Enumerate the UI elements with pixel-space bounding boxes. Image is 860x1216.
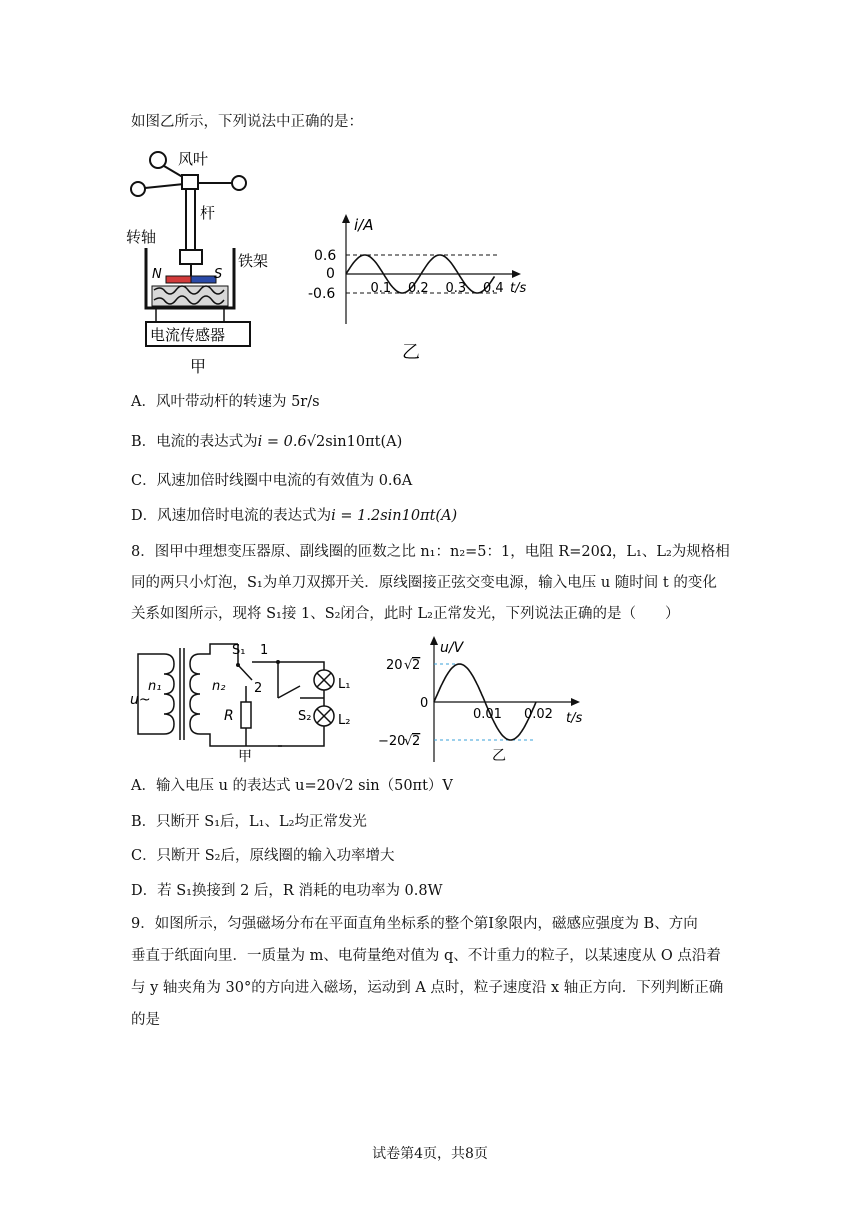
label-zhuanzhou: 转轴 [126,228,157,246]
y-axis-label: i/A [354,216,374,234]
caption-jia: 甲 [190,357,207,376]
xtick-2: 0.2 [408,281,429,296]
q7-option-d-expr: i = 1.2sin10πt(A) [331,508,458,524]
xtick-8-2: 0.02 [524,707,553,722]
figure-7-jia [126,146,286,380]
caption-yi: 乙 [402,342,420,362]
q8-option-c: C．只断开 S₂后，原线圈的输入功率增大 [131,848,395,864]
ytick-neg-8-a: −20 [378,734,406,749]
q7-option-b-text: B．电流的表达式为 [131,434,258,450]
ytick-neg: -0.6 [308,286,336,302]
label-u: u~ [130,692,151,708]
q8-option-a-post: sin（50πt）V [358,778,453,794]
label-fengye: 风叶 [178,150,209,168]
ytick-pos: 0.6 [314,248,337,264]
xtick-3: 0.3 [445,281,467,296]
xtick-4: 0.4 [483,281,504,296]
x-axis-label: t/s [510,281,527,296]
label-l1: L₁ [338,677,351,692]
ytick-pos-8-rad: √ [404,658,413,673]
label-1: 1 [260,643,269,658]
q9-line-3: 与 y 轴夹角为 30°的方向进入磁场，运动到 A 点时，粒子速度沿 x 轴正方向．下列判断正确 [131,980,724,996]
q7-option-b-sqrt: 2 [315,434,326,450]
q8-option-a-text: A．输入电压 u 的表达式 u=20 [131,778,336,794]
vane-cup-right [232,176,246,190]
label-s1: S₁ [232,643,246,658]
caption-jia-8: 甲 [238,749,252,764]
magnet-south [191,276,216,283]
label-r: R [224,708,234,724]
label-s2: S₂ [298,709,312,724]
q8-line-3: 关系如图所示，现将 S₁接 1、S₂闭合，此时 L₂正常发光，下列说法正确的是（ ） [131,606,680,622]
ytick-zero: 0 [326,266,335,282]
q7-option-b: B．电流的表达式为i = 0.6√2sin10πt(A) [131,434,403,450]
ytick-pos-8-a: 20 [386,658,403,673]
q9-line-2: 垂直于纸面向里．一质量为 m、电荷量绝对值为 q、不计重力的粒子，以某速度从 O 点沿着 [131,948,721,964]
q8-option-a: A．输入电压 u 的表达式 u=20√2 sin（50πt）V [131,778,453,794]
q8-line-1: 8．图甲中理想变压器原、副线圈的匝数之比 n₁：n₂=5：1，电阻 R=20Ω，L₁、L₂为规格相 [131,544,730,560]
label-tiejia: 铁架 [238,252,269,270]
caption-yi-8: 乙 [492,748,506,764]
q7-option-b-expr-a: i = 0.6 [257,434,307,450]
q9-line-4: 的是 [131,1012,160,1028]
ytick-neg-8-sqrt: 2 [412,734,421,749]
q7-option-a: A．风叶带动杆的转速为 5r/s [131,394,320,410]
y-axis-label-8: u/V [440,640,464,656]
xtick-1: 0.1 [370,281,392,296]
label-n2: n₂ [212,679,226,694]
figure-8-yi [376,634,596,768]
label-n1: n₁ [148,679,162,694]
vane-cup-left-top [150,152,166,168]
label-sensor: 电流传感器 [150,326,226,344]
label-gan: 杆 [200,204,216,222]
switch-s2 [278,686,300,698]
rod [186,189,195,252]
secondary-coil [190,654,200,734]
hub [182,175,198,189]
axle [180,250,202,264]
magnet-north [166,276,191,283]
resistor-r [241,702,251,728]
figure-7-yi [306,212,536,362]
page-footer: 试卷第4页，共8页 [372,1146,488,1162]
x-axis-label-8: t/s [566,711,583,726]
q7-option-c: C．风速加倍时线圈中电流的有效值为 0.6A [131,473,413,489]
q8-option-a-sqrt: 2 [344,778,354,794]
q8-option-d: D．若 S₁换接到 2 后，R 消耗的电功率为 0.8W [131,883,443,899]
ytick-pos-8-sqrt: 2 [412,658,421,673]
q7-option-d-text: D．风速加倍时电流的表达式为 [131,508,332,524]
primary-coil [164,654,174,734]
intro-line: 如图乙所示，下列说法中正确的是： [131,114,363,130]
ytick-zero-8: 0 [420,696,429,711]
label-2: 2 [254,681,263,696]
label-south: S [214,267,223,282]
q7-option-b-expr-b: sin10πt(A) [325,434,403,450]
figure-8-jia [128,640,378,764]
switch-s1 [238,665,252,680]
q9-line-1: 9．如图所示，匀强磁场分布在平面直角坐标系的整个第Ⅰ象限内，磁感应强度为 B、方向 [131,916,698,932]
q8-line-2: 同的两只小灯泡，S₁为单刀双掷开关．原线圈接正弦交变电源，输入电压 u 随时间 t 的变化 [131,575,717,591]
q8-option-b: B．只断开 S₁后，L₁、L₂均正常发光 [131,814,367,830]
vane-cup-left [131,182,145,196]
label-l2: L₂ [338,713,351,728]
xtick-8-1: 0.01 [473,707,502,722]
label-north: N [152,267,162,282]
q7-option-d [131,506,457,526]
ytick-neg-8-rad: √ [404,734,413,749]
